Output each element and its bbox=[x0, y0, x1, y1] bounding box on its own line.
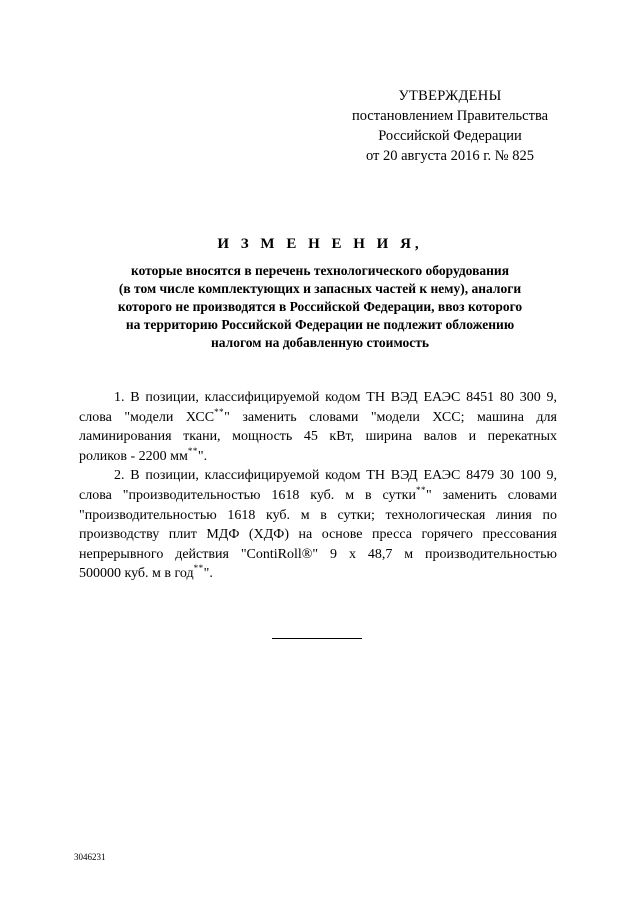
subheading-line: налогом на добавленную стоимость bbox=[211, 335, 429, 350]
subheading-line: на территорию Российской Федерации не подлежит обложению bbox=[125, 317, 515, 332]
item-1-text: слова "модели ХСС bbox=[79, 409, 215, 425]
footnote-asterisks: ** bbox=[193, 563, 204, 574]
item-1-line: 1. В позиции, классифицируемой кодом ТН ВЭД ЕАЭС 8451 80 300 9, bbox=[114, 390, 557, 405]
item-2-text: 500000 куб. м в год bbox=[79, 566, 194, 582]
item-1-paragraph bbox=[79, 388, 557, 466]
section-divider bbox=[272, 638, 362, 639]
subheading-line: (в том числе комплектующих и запасных частей к нему), аналоги bbox=[118, 281, 522, 296]
subheading-line: которого не производятся в Российской Федерации, ввоз которого bbox=[117, 299, 523, 314]
document-number: 3046231 bbox=[74, 852, 106, 862]
footnote-asterisks: ** bbox=[415, 484, 426, 495]
item-1-line bbox=[79, 447, 557, 467]
item-2-line bbox=[79, 486, 557, 506]
document-heading: И З М Е Н Е Н И Я, bbox=[217, 236, 423, 252]
item-2-line: непрерывного действия "ContiRoll®" 9 х 48,7 м производительностью bbox=[79, 546, 557, 562]
item-2-text: слова "производительностью 1618 куб. м в сутки bbox=[79, 487, 416, 503]
item-1-text: ". bbox=[197, 448, 208, 464]
footnote-asterisks: ** bbox=[187, 445, 198, 456]
document-body bbox=[79, 388, 557, 584]
approval-block bbox=[330, 86, 570, 166]
item-1-line: ламинирования ткани, мощность 45 кВт, ширина валов и перекатных bbox=[79, 429, 557, 445]
approval-title: УТВЕРЖДЕНЫ bbox=[398, 88, 502, 104]
item-1-text: " заменить словами "модели ХСС; машина для bbox=[224, 409, 557, 425]
item-2-line bbox=[79, 564, 557, 584]
subheading-line: которые вносятся в перечень технологического оборудования bbox=[130, 263, 510, 278]
item-2-line: "производительностью 1618 куб. м в сутки; технологическая линия по bbox=[79, 507, 557, 523]
approval-date-number: от 20 августа 2016 г. № 825 bbox=[365, 148, 535, 164]
approval-line-1: постановлением Правительства bbox=[351, 108, 549, 124]
item-1-text: роликов - 2200 мм bbox=[79, 448, 188, 464]
item-2-text: ". bbox=[203, 566, 213, 582]
item-2-line: 2. В позиции, классифицируемой кодом ТН ВЭД ЕАЭС 8479 30 100 9, bbox=[114, 468, 557, 484]
document-subheading bbox=[70, 262, 570, 352]
approval-line-2: Российской Федерации bbox=[378, 128, 522, 144]
item-1-line bbox=[79, 408, 557, 428]
item-2-text: " заменить словами bbox=[425, 487, 557, 503]
item-2-line: производству плит МДФ (ХДФ) на основе пресса горячего прессования bbox=[79, 527, 557, 543]
item-2-paragraph bbox=[79, 466, 557, 584]
footnote-asterisks: ** bbox=[214, 406, 225, 417]
